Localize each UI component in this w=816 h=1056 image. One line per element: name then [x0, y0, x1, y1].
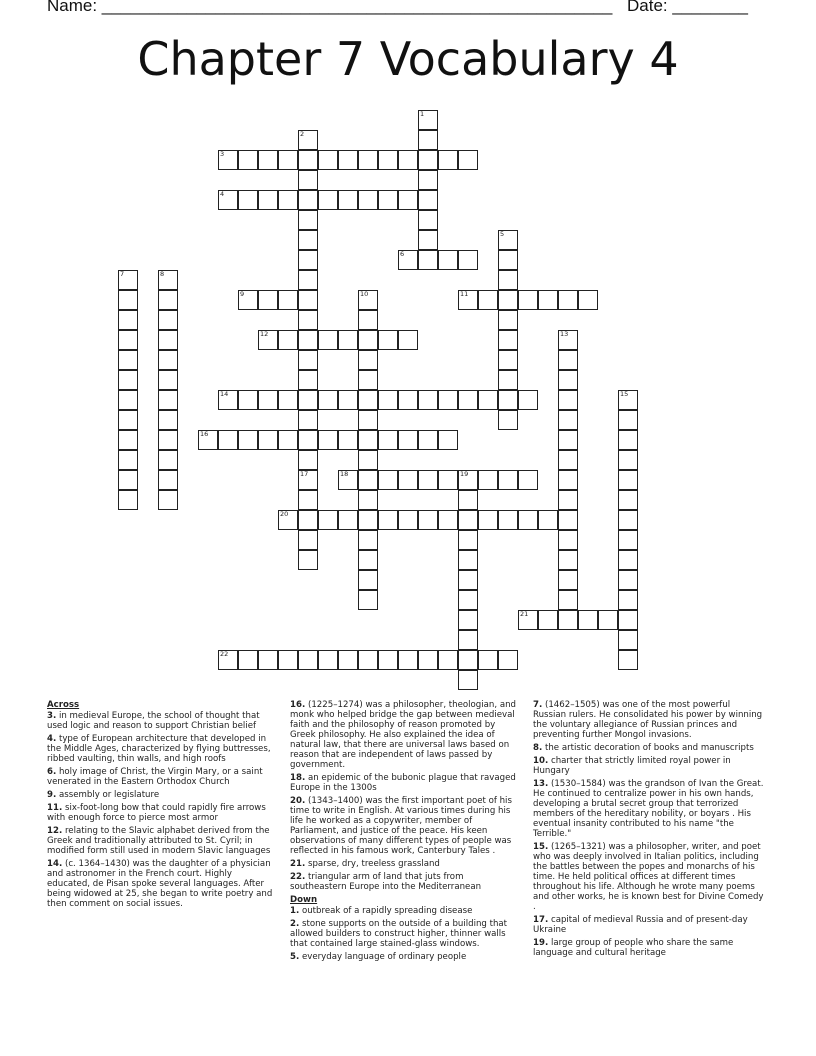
grid-cell[interactable]	[558, 350, 578, 370]
clue-text: six-foot-long bow that could rapidly fire arrows with enough force to pierce most armor	[47, 803, 266, 823]
grid-cell[interactable]	[498, 650, 518, 670]
grid-cell[interactable]	[278, 330, 298, 350]
grid-cell[interactable]	[558, 590, 578, 610]
grid-cell[interactable]	[398, 510, 418, 530]
clue-text: type of European architecture that developed in the Middle Ages, characterized by flying buttresses, ribbed vaulting, thin walls, and high roofs	[47, 734, 271, 764]
grid-cell[interactable]	[398, 330, 418, 350]
grid-cell[interactable]	[558, 550, 578, 570]
grid-cell[interactable]	[498, 410, 518, 430]
grid-cell[interactable]	[458, 530, 478, 550]
grid-cell[interactable]	[318, 650, 338, 670]
grid-cell[interactable]	[478, 650, 498, 670]
grid-cell[interactable]	[458, 570, 478, 590]
cell-number: 6	[400, 250, 405, 258]
grid-cell[interactable]	[618, 490, 638, 510]
grid-cell[interactable]	[338, 390, 358, 410]
grid-cell[interactable]	[158, 350, 178, 370]
clue-number: 6.	[47, 767, 57, 777]
clue-number: 2.	[290, 919, 300, 929]
grid-cell[interactable]	[498, 310, 518, 330]
grid-cell[interactable]	[618, 590, 638, 610]
clue-text: (1265–1321) was a philosopher, writer, and poet who was deeply involved in Italian politics, including the battles between the popes and monarchs of his time. He held political offices at different times throughout his life. Although he wrote many poems and other works, he is known best for Divine Comedy .	[533, 842, 764, 912]
grid-cell[interactable]	[498, 370, 518, 390]
grid-cell[interactable]	[358, 510, 378, 530]
grid-cell[interactable]	[618, 450, 638, 470]
across-clue-list	[47, 711, 277, 909]
grid-cell[interactable]	[338, 430, 358, 450]
grid-cell[interactable]	[258, 390, 278, 410]
grid-cell[interactable]	[298, 550, 318, 570]
grid-cell[interactable]	[378, 430, 398, 450]
clue-item	[47, 767, 277, 787]
grid-cell[interactable]	[418, 510, 438, 530]
page-title: Chapter 7 Vocabulary 4	[137, 32, 679, 86]
cell-number: 3	[220, 150, 225, 158]
grid-cell[interactable]	[558, 370, 578, 390]
clue-number: 19.	[533, 938, 549, 948]
grid-cell[interactable]	[118, 290, 138, 310]
clue-item	[47, 803, 277, 823]
grid-cell[interactable]	[358, 470, 378, 490]
clue-text: relating to the Slavic alphabet derived from the Greek and traditionally attributed to St. Cyril; in modified form still used in modern Slavic languages	[47, 826, 271, 856]
grid-cell[interactable]	[498, 250, 518, 270]
down-clue-list-continued	[533, 700, 765, 958]
grid-cell[interactable]	[418, 150, 438, 170]
grid-cell[interactable]	[458, 550, 478, 570]
grid-cell[interactable]	[298, 390, 318, 410]
grid-cell[interactable]	[358, 370, 378, 390]
grid-cell[interactable]	[458, 510, 478, 530]
grid-cell[interactable]	[558, 450, 578, 470]
cell-number: 11	[460, 290, 469, 298]
clue-text: sparse, dry, treeless grassland	[305, 859, 440, 869]
cell-number: 17	[300, 470, 309, 478]
grid-cell[interactable]	[218, 430, 238, 450]
grid-cell[interactable]	[618, 550, 638, 570]
across-clue-list-continued	[290, 700, 522, 892]
clue-text: the artistic decoration of books and manuscripts	[542, 743, 754, 753]
grid-cell[interactable]	[558, 430, 578, 450]
clue-item	[533, 756, 765, 776]
clue-text: (1343–1400) was the first important poet of his time to write in English. At various times during his life he worked as a copywriter, member of Parliament, and justice of the peace. His keen observations of many different types of people was reflected in his famous work, Canterbury Tales .	[290, 796, 512, 856]
grid-cell[interactable]	[318, 390, 338, 410]
grid-cell[interactable]	[338, 190, 358, 210]
clue-item	[290, 872, 522, 892]
clue-item	[47, 734, 277, 764]
cell-number: 7	[120, 270, 125, 278]
grid-cell[interactable]	[298, 530, 318, 550]
grid-cell[interactable]	[358, 530, 378, 550]
grid-cell[interactable]	[298, 410, 318, 430]
grid-cell[interactable]	[358, 570, 378, 590]
grid-cell[interactable]	[258, 650, 278, 670]
clues-column-1	[47, 700, 277, 912]
grid-cell[interactable]	[358, 350, 378, 370]
name-field[interactable]: Name: ______________________________________________________	[47, 0, 613, 15]
grid-cell[interactable]	[418, 210, 438, 230]
clue-item	[47, 826, 277, 856]
grid-cell[interactable]	[158, 310, 178, 330]
grid-cell[interactable]	[378, 330, 398, 350]
grid-cell[interactable]	[298, 210, 318, 230]
grid-cell[interactable]	[478, 290, 498, 310]
grid-cell[interactable]	[118, 310, 138, 330]
clue-number: 13.	[533, 779, 549, 789]
grid-cell[interactable]	[118, 470, 138, 490]
grid-cell[interactable]	[358, 310, 378, 330]
grid-cell[interactable]	[118, 430, 138, 450]
grid-cell[interactable]	[318, 330, 338, 350]
grid-cell[interactable]	[258, 150, 278, 170]
grid-cell[interactable]	[498, 350, 518, 370]
grid-cell[interactable]	[618, 530, 638, 550]
cell-number: 1	[420, 110, 425, 118]
grid-cell[interactable]	[118, 370, 138, 390]
clue-item	[290, 700, 522, 770]
grid-cell[interactable]	[298, 230, 318, 250]
grid-cell[interactable]	[378, 190, 398, 210]
grid-cell[interactable]	[298, 350, 318, 370]
grid-cell[interactable]	[298, 250, 318, 270]
grid-cell[interactable]	[498, 470, 518, 490]
grid-cell[interactable]	[558, 410, 578, 430]
grid-cell[interactable]	[498, 510, 518, 530]
grid-cell[interactable]	[118, 350, 138, 370]
grid-cell[interactable]	[458, 650, 478, 670]
grid-cell[interactable]	[258, 290, 278, 310]
grid-cell[interactable]	[358, 450, 378, 470]
grid-cell[interactable]	[118, 330, 138, 350]
grid-cell[interactable]	[498, 390, 518, 410]
cell-number: 14	[220, 390, 229, 398]
clue-number: 16.	[290, 700, 306, 710]
clue-item	[290, 859, 522, 869]
grid-cell[interactable]	[418, 230, 438, 250]
grid-cell[interactable]	[458, 630, 478, 650]
grid-cell[interactable]	[298, 330, 318, 350]
grid-cell[interactable]	[398, 430, 418, 450]
clue-number: 8.	[533, 743, 543, 753]
grid-cell[interactable]	[578, 610, 598, 630]
grid-cell[interactable]	[398, 390, 418, 410]
grid-cell[interactable]	[418, 430, 438, 450]
cell-number: 22	[220, 650, 229, 658]
cell-number: 19	[460, 470, 469, 478]
grid-cell[interactable]	[258, 190, 278, 210]
cell-number: 18	[340, 470, 349, 478]
grid-cell[interactable]	[618, 610, 638, 630]
across-heading: Across	[47, 700, 80, 710]
clue-number: 5.	[290, 952, 300, 962]
grid-cell[interactable]	[618, 630, 638, 650]
grid-cell[interactable]	[298, 370, 318, 390]
cell-number: 2	[300, 130, 305, 138]
clue-text: large group of people who share the same language and cultural heritage	[533, 938, 734, 958]
cell-number: 8	[160, 270, 165, 278]
grid-cell[interactable]	[338, 510, 358, 530]
grid-cell[interactable]	[358, 410, 378, 430]
clue-text: an epidemic of the bubonic plague that ravaged Europe in the 1300s	[290, 773, 516, 793]
clue-number: 11.	[47, 803, 63, 813]
grid-cell[interactable]	[458, 390, 478, 410]
grid-cell[interactable]	[378, 470, 398, 490]
grid-cell[interactable]	[418, 130, 438, 150]
clue-text: charter that strictly limited royal power in Hungary	[533, 756, 731, 776]
clue-number: 20.	[290, 796, 306, 806]
cell-number: 16	[200, 430, 209, 438]
clue-item	[47, 711, 277, 731]
grid-cell[interactable]	[118, 490, 138, 510]
grid-cell[interactable]	[358, 490, 378, 510]
clue-text: (1462–1505) was one of the most powerful Russian rulers. He consolidated his power by winning the voluntary allegiance of Russian princes and preventing further Mongol invasions.	[533, 700, 763, 740]
cell-number: 13	[560, 330, 569, 338]
grid-cell[interactable]	[278, 290, 298, 310]
grid-cell[interactable]	[518, 510, 538, 530]
grid-cell[interactable]	[358, 190, 378, 210]
down-clue-list	[290, 906, 522, 962]
clue-item	[290, 796, 522, 856]
grid-cell[interactable]	[318, 430, 338, 450]
grid-cell[interactable]	[458, 590, 478, 610]
clue-number: 9.	[47, 790, 57, 800]
clue-number: 7.	[533, 700, 543, 710]
clue-text: holy image of Christ, the Virgin Mary, or a saint venerated in the Eastern Orthodox Church	[47, 767, 263, 787]
grid-cell[interactable]	[298, 190, 318, 210]
grid-cell[interactable]	[378, 390, 398, 410]
grid-cell[interactable]	[558, 290, 578, 310]
clue-number: 14.	[47, 859, 63, 869]
grid-cell[interactable]	[118, 410, 138, 430]
grid-cell[interactable]	[418, 470, 438, 490]
cell-number: 12	[260, 330, 269, 338]
grid-cell[interactable]	[618, 430, 638, 450]
grid-cell[interactable]	[558, 610, 578, 630]
grid-cell[interactable]	[518, 470, 538, 490]
cell-number: 5	[500, 230, 505, 238]
grid-cell[interactable]	[618, 650, 638, 670]
grid-cell[interactable]	[398, 650, 418, 670]
grid-cell[interactable]	[358, 590, 378, 610]
grid-cell[interactable]	[298, 170, 318, 190]
grid-cell[interactable]	[438, 430, 458, 450]
grid-cell[interactable]	[298, 430, 318, 450]
grid-cell[interactable]	[298, 310, 318, 330]
grid-cell[interactable]	[378, 150, 398, 170]
clue-item	[290, 773, 522, 793]
grid-cell[interactable]	[278, 390, 298, 410]
grid-cell[interactable]	[438, 250, 458, 270]
grid-cell[interactable]	[618, 510, 638, 530]
clue-number: 15.	[533, 842, 549, 852]
grid-cell[interactable]	[418, 390, 438, 410]
grid-cell[interactable]	[618, 570, 638, 590]
cell-number: 10	[360, 290, 369, 298]
grid-cell[interactable]	[458, 490, 478, 510]
grid-cell[interactable]	[278, 190, 298, 210]
cell-number: 20	[280, 510, 289, 518]
grid-cell[interactable]	[358, 650, 378, 670]
clue-text: (c. 1364–1430) was the daughter of a physician and astronomer in the French court. Highly educated, de Pisan spoke several languages. After being widowed at 25, she began to write poetry and then comment on social issues.	[47, 859, 273, 909]
grid-cell[interactable]	[278, 430, 298, 450]
grid-cell[interactable]	[478, 470, 498, 490]
grid-cell[interactable]	[298, 270, 318, 290]
grid-cell[interactable]	[558, 490, 578, 510]
clue-text: triangular arm of land that juts from southeastern Europe into the Mediterranean	[290, 872, 482, 892]
grid-cell[interactable]	[158, 490, 178, 510]
grid-cell[interactable]	[398, 150, 418, 170]
clue-number: 21.	[290, 859, 306, 869]
grid-cell[interactable]	[298, 450, 318, 470]
grid-cell[interactable]	[438, 470, 458, 490]
clue-number: 3.	[47, 711, 57, 721]
grid-cell[interactable]	[338, 150, 358, 170]
grid-cell[interactable]	[158, 410, 178, 430]
clue-item	[533, 915, 765, 935]
grid-cell[interactable]	[238, 190, 258, 210]
clue-item	[533, 743, 765, 753]
clue-item	[290, 906, 522, 916]
grid-cell[interactable]	[418, 250, 438, 270]
grid-cell[interactable]	[358, 430, 378, 450]
grid-cell[interactable]	[498, 290, 518, 310]
down-heading: Down	[290, 895, 318, 905]
grid-cell[interactable]	[238, 430, 258, 450]
clue-number: 18.	[290, 773, 306, 783]
clue-item	[533, 700, 765, 740]
cell-number: 4	[220, 190, 225, 198]
grid-cell[interactable]	[278, 150, 298, 170]
clue-item	[533, 779, 765, 839]
clue-text: (1530–1584) was the grandson of Ivan the Great. He continued to centralize power in his own hands, developing a brutal secret group that terrorized members of the hereditary nobility, or boyars . His eventual insanity contributed to his name "the Terrible."	[533, 779, 764, 839]
grid-cell[interactable]	[158, 290, 178, 310]
grid-cell[interactable]	[318, 190, 338, 210]
grid-cell[interactable]	[498, 270, 518, 290]
grid-cell[interactable]	[158, 470, 178, 490]
clue-item	[47, 790, 277, 800]
clue-number: 4.	[47, 734, 57, 744]
grid-cell[interactable]	[478, 390, 498, 410]
grid-cell[interactable]	[438, 150, 458, 170]
grid-cell[interactable]	[578, 290, 598, 310]
grid-cell[interactable]	[118, 390, 138, 410]
grid-cell[interactable]	[418, 170, 438, 190]
grid-cell[interactable]	[518, 390, 538, 410]
grid-cell[interactable]	[258, 430, 278, 450]
grid-cell[interactable]	[418, 190, 438, 210]
grid-cell[interactable]	[298, 510, 318, 530]
clue-text: capital of medieval Russia and of present-day Ukraine	[533, 915, 748, 935]
grid-cell[interactable]	[358, 330, 378, 350]
grid-cell[interactable]	[538, 510, 558, 530]
grid-cell[interactable]	[358, 390, 378, 410]
clue-item	[47, 859, 277, 909]
grid-cell[interactable]	[318, 150, 338, 170]
grid-cell[interactable]	[158, 450, 178, 470]
grid-cell[interactable]	[158, 330, 178, 350]
grid-cell[interactable]	[558, 510, 578, 530]
clue-text: stone supports on the outside of a building that allowed builders to construct higher, thinner walls that contained large stained-glass windows.	[290, 919, 508, 949]
clue-item	[290, 952, 522, 962]
clues-column-2	[290, 700, 522, 965]
grid-cell[interactable]	[298, 490, 318, 510]
clue-item	[533, 938, 765, 958]
grid-cell[interactable]	[438, 650, 458, 670]
grid-cell[interactable]	[438, 390, 458, 410]
grid-cell[interactable]	[438, 510, 458, 530]
grid-cell[interactable]	[558, 470, 578, 490]
grid-cell[interactable]	[298, 650, 318, 670]
grid-cell[interactable]	[558, 530, 578, 550]
grid-cell[interactable]	[338, 330, 358, 350]
grid-cell[interactable]	[378, 650, 398, 670]
grid-cell[interactable]	[598, 610, 618, 630]
grid-cell[interactable]	[118, 450, 138, 470]
clue-number: 12.	[47, 826, 63, 836]
clue-number: 17.	[533, 915, 549, 925]
grid-cell[interactable]	[158, 370, 178, 390]
grid-cell[interactable]	[398, 190, 418, 210]
clue-text: (1225–1274) was a philosopher, theologian, and monk who helped bridge the gap between medieval faith and the philosophy of reason promoted by Greek philosophy. He also explained the idea of natural law, that there are universal laws based on reason that are independent of laws passed by government.	[290, 700, 516, 770]
grid-cell[interactable]	[358, 150, 378, 170]
clue-text: in medieval Europe, the school of thought that used logic and reason to support Christian belief	[47, 711, 260, 731]
grid-cell[interactable]	[618, 410, 638, 430]
clue-number: 22.	[290, 872, 306, 882]
clue-text: assembly or legislature	[56, 790, 160, 800]
grid-cell[interactable]	[358, 550, 378, 570]
clue-number: 1.	[290, 906, 300, 916]
clue-item	[290, 919, 522, 949]
grid-cell[interactable]	[558, 570, 578, 590]
grid-cell[interactable]	[158, 390, 178, 410]
grid-cell[interactable]	[538, 290, 558, 310]
grid-cell[interactable]	[238, 650, 258, 670]
grid-cell[interactable]	[398, 470, 418, 490]
grid-cell[interactable]	[618, 470, 638, 490]
grid-cell[interactable]	[378, 510, 398, 530]
clue-number: 10.	[533, 756, 549, 766]
clue-text: everyday language of ordinary people	[299, 952, 467, 962]
grid-cell[interactable]	[478, 510, 498, 530]
grid-cell[interactable]	[518, 290, 538, 310]
grid-cell[interactable]	[158, 430, 178, 450]
grid-cell[interactable]	[498, 330, 518, 350]
grid-cell[interactable]	[418, 650, 438, 670]
clues-column-3	[533, 700, 765, 961]
cell-number: 21	[520, 610, 529, 618]
grid-cell[interactable]	[238, 390, 258, 410]
grid-cell[interactable]	[458, 670, 478, 690]
grid-cell[interactable]	[278, 650, 298, 670]
date-field[interactable]: Date: ________	[627, 0, 748, 15]
cell-number: 9	[240, 290, 245, 298]
grid-cell[interactable]	[538, 610, 558, 630]
grid-cell[interactable]	[558, 390, 578, 410]
grid-cell[interactable]	[298, 290, 318, 310]
grid-cell[interactable]	[338, 650, 358, 670]
clue-item	[533, 842, 765, 912]
grid-cell[interactable]	[238, 150, 258, 170]
grid-cell[interactable]	[298, 150, 318, 170]
clue-text: outbreak of a rapidly spreading disease	[299, 906, 473, 916]
grid-cell[interactable]	[458, 610, 478, 630]
grid-cell[interactable]	[458, 150, 478, 170]
grid-cell[interactable]	[458, 250, 478, 270]
cell-number: 15	[620, 390, 629, 398]
grid-cell[interactable]	[318, 510, 338, 530]
